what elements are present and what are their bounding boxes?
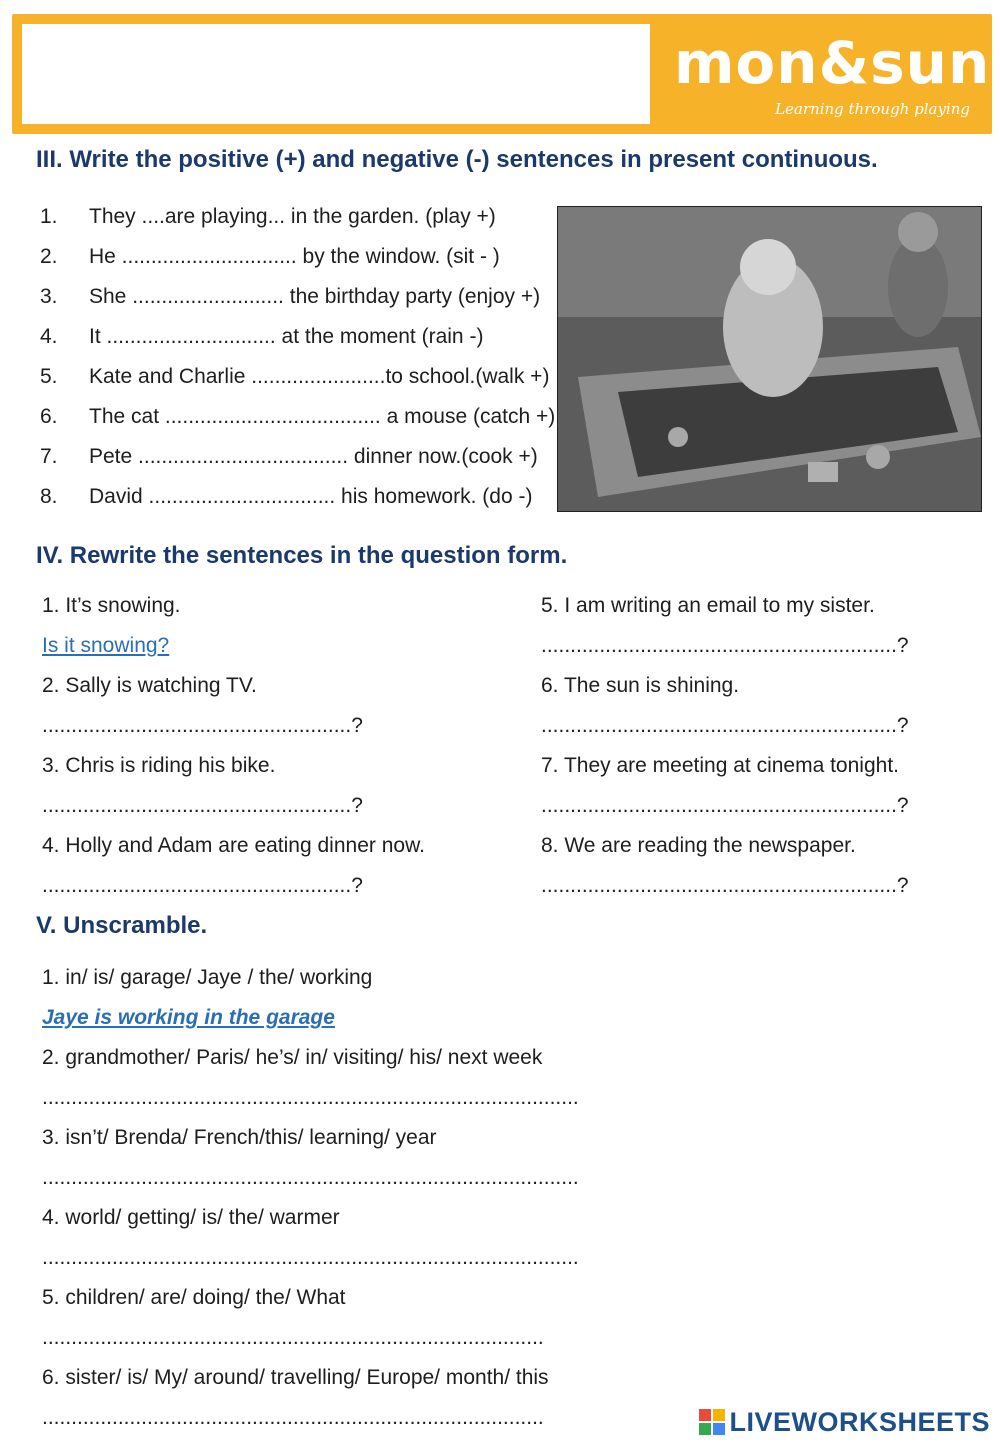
item-text: The cat ..................................... a mouse (catch +) [89, 405, 556, 428]
unscramble-prompt: 3. isn’t/ Brenda/ French/this/ learning/ year [42, 1126, 437, 1149]
item-text: He .............................. by the window. (sit - ) [89, 245, 500, 268]
item-text: They ....are playing... in the garden. (play +) [89, 205, 496, 228]
answer-blank: .....................................................? [42, 874, 363, 897]
item-text: She .......................... the birthday party (enjoy +) [89, 285, 541, 308]
question-prompt: 2. Sally is watching TV. [42, 674, 257, 697]
answer-blank: ...................................................................................... [42, 1406, 544, 1429]
section-4-title: IV. Rewrite the sentences in the question form. [36, 542, 568, 569]
item-text: David ................................ his homework. (do -) [89, 485, 533, 508]
section-3-title: III. Write the positive (+) and negative (-) sentences in present continuous. [36, 146, 878, 173]
unscramble-prompt: 2. grandmother/ Paris/ he’s/ in/ visiting/ his/ next week [42, 1046, 543, 1069]
item-number: 1. [40, 205, 58, 228]
answer-blank: .............................................................? [541, 634, 909, 657]
name-box [22, 24, 650, 124]
unscramble-prompt: 4. world/ getting/ is/ the/ warmer [42, 1206, 340, 1229]
logo-text: mon&sun [674, 29, 991, 97]
answer-blank: ...................................................................................... [42, 1326, 544, 1349]
item-number: 2. [40, 245, 58, 268]
answer-blank: ............................................................................................ [42, 1086, 579, 1109]
item-number: 5. [40, 365, 58, 388]
question-prompt: 8. We are reading the newspaper. [541, 834, 856, 857]
section-5-title: V. Unscramble. [36, 912, 208, 939]
question-prompt: 3. Chris is riding his bike. [42, 754, 276, 777]
answer-blank: .....................................................? [42, 714, 363, 737]
item-number: 7. [40, 445, 58, 468]
item-text: Kate and Charlie .......................to school.(walk +) [89, 365, 550, 388]
item-text: Pete .................................... dinner now.(cook +) [89, 445, 538, 468]
answer-blank: .....................................................? [42, 794, 363, 817]
question-prompt: 1. It’s snowing. [42, 594, 181, 617]
unscramble-prompt: 5. children/ are/ doing/ the/ What [42, 1286, 346, 1309]
item-number: 6. [40, 405, 58, 428]
item-number: 3. [40, 285, 58, 308]
sandbox-photo [557, 206, 982, 512]
item-number: 8. [40, 485, 58, 508]
example-answer: Jaye is working in the garage [42, 1006, 335, 1029]
unscramble-prompt: 1. in/ is/ garage/ Jaye / the/ working [42, 966, 373, 989]
item-number: 4. [40, 325, 58, 348]
question-prompt: 4. Holly and Adam are eating dinner now. [42, 834, 425, 857]
brand-logo [674, 28, 991, 128]
answer-blank: ............................................................................................ [42, 1246, 579, 1269]
answer-blank: .............................................................? [541, 794, 909, 817]
answer-blank: ............................................................................................ [42, 1166, 579, 1189]
answer-blank: .............................................................? [541, 874, 909, 897]
logo-tagline: Learning through playing [775, 100, 970, 118]
question-prompt: 5. I am writing an email to my sister. [541, 594, 875, 617]
unscramble-prompt: 6. sister/ is/ My/ around/ travelling/ Europe/ month/ this [42, 1366, 549, 1389]
liveworksheets-logo-icon [699, 1409, 725, 1435]
liveworksheets-brand [699, 1407, 990, 1437]
question-prompt: 7. They are meeting at cinema tonight. [541, 754, 899, 777]
answer-blank: .............................................................? [541, 714, 909, 737]
item-text: It ............................. at the moment (rain -) [89, 325, 484, 348]
question-prompt: 6. The sun is shining. [541, 674, 740, 697]
example-answer: Is it snowing? [42, 634, 170, 657]
brand-text: LIVEWORKSHEETS [729, 1406, 990, 1437]
header-banner [12, 14, 992, 134]
